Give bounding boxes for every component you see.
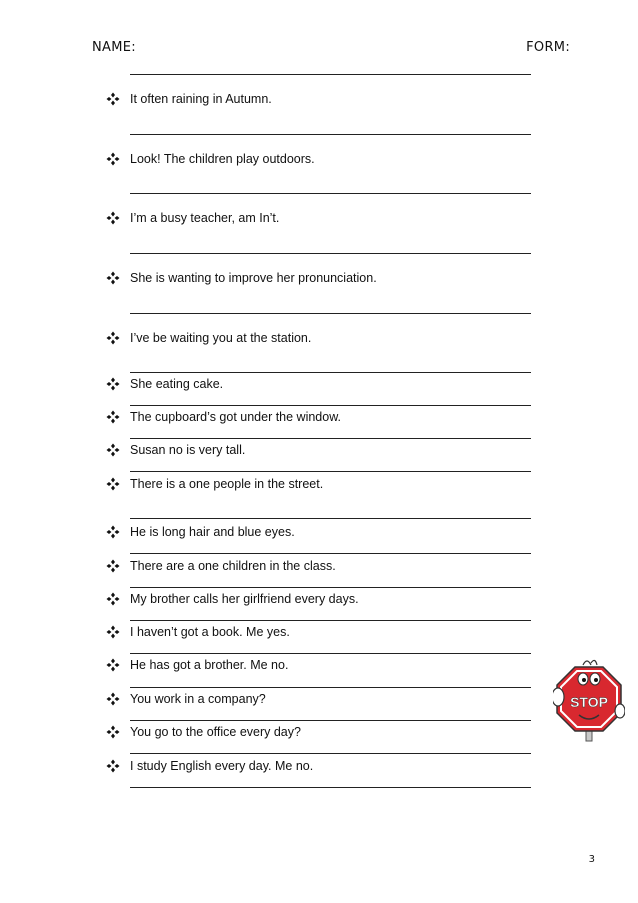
four-diamond-bullet-icon [106,477,120,491]
list-item [106,525,295,539]
item-text: I study English every day. Me no. [130,759,314,773]
answer-line[interactable] [130,787,531,788]
item-text: It often raining in Autumn. [130,92,272,106]
answer-line[interactable] [130,134,531,135]
item-text: I haven’t got a book. Me yes. [130,625,290,639]
four-diamond-bullet-icon [106,725,120,739]
item-text: He is long hair and blue eyes. [130,525,295,539]
four-diamond-bullet-icon [106,592,120,606]
four-diamond-bullet-icon [106,377,120,391]
four-diamond-bullet-icon [106,559,120,573]
item-text: You go to the office every day? [130,725,301,739]
item-text: She eating cake. [130,377,224,391]
answer-line[interactable] [130,720,531,721]
list-item [106,592,359,606]
four-diamond-bullet-icon [106,759,120,773]
four-diamond-bullet-icon [106,271,120,285]
list-item [106,152,315,166]
list-item [106,92,272,106]
list-item [106,759,313,773]
item-text: The cupboard’s got under the window. [130,410,342,424]
four-diamond-bullet-icon [106,410,120,424]
item-text: There are a one children in the class. [130,559,336,573]
item-text: I’m a busy teacher, am In’t. [130,211,280,225]
answer-line[interactable] [130,653,531,654]
answer-line[interactable] [130,518,531,519]
answer-line[interactable] [130,620,531,621]
list-item [106,559,336,573]
stop-sign-cartoon-icon [553,655,625,743]
item-text: Susan no is very tall. [130,443,246,457]
four-diamond-bullet-icon [106,692,120,706]
list-item [106,410,341,424]
four-diamond-bullet-icon [106,331,120,345]
item-text: My brother calls her girlfriend every days. [130,592,359,606]
four-diamond-bullet-icon [106,443,120,457]
answer-line[interactable] [130,753,531,754]
list-item [106,331,311,345]
four-diamond-bullet-icon [106,658,120,672]
list-item [106,625,290,639]
list-item [106,271,377,285]
four-diamond-bullet-icon [106,525,120,539]
list-item [106,443,245,457]
four-diamond-bullet-icon [106,211,120,225]
four-diamond-bullet-icon [106,92,120,106]
answer-line[interactable] [130,313,531,314]
page-number: 3 [588,854,595,865]
item-text: She is wanting to improve her pronunciation. [130,271,377,285]
answer-line[interactable] [130,687,531,688]
answer-line[interactable] [130,193,531,194]
list-item [106,477,323,491]
stop-sign-text: STOP [570,694,608,710]
answer-line[interactable] [130,471,531,472]
four-diamond-bullet-icon [106,152,120,166]
item-text: You work in a company? [130,692,266,706]
list-item [106,725,301,739]
answer-line[interactable] [130,74,531,75]
list-item [106,377,223,391]
list-item [106,658,288,672]
list-item [106,211,279,225]
four-diamond-bullet-icon [106,625,120,639]
answer-line[interactable] [130,372,531,373]
name-label: NAME: [92,40,136,55]
answer-line[interactable] [130,405,531,406]
list-item [106,692,266,706]
answer-line[interactable] [130,253,531,254]
item-text: He has got a brother. Me no. [130,658,289,672]
item-text: Look! The children play outdoors. [130,152,315,166]
answer-line[interactable] [130,553,531,554]
item-text: I’ve be waiting you at the station. [130,331,312,345]
form-label: FORM: [526,40,570,55]
item-text: There is a one people in the street. [130,477,324,491]
answer-line[interactable] [130,438,531,439]
answer-line[interactable] [130,587,531,588]
